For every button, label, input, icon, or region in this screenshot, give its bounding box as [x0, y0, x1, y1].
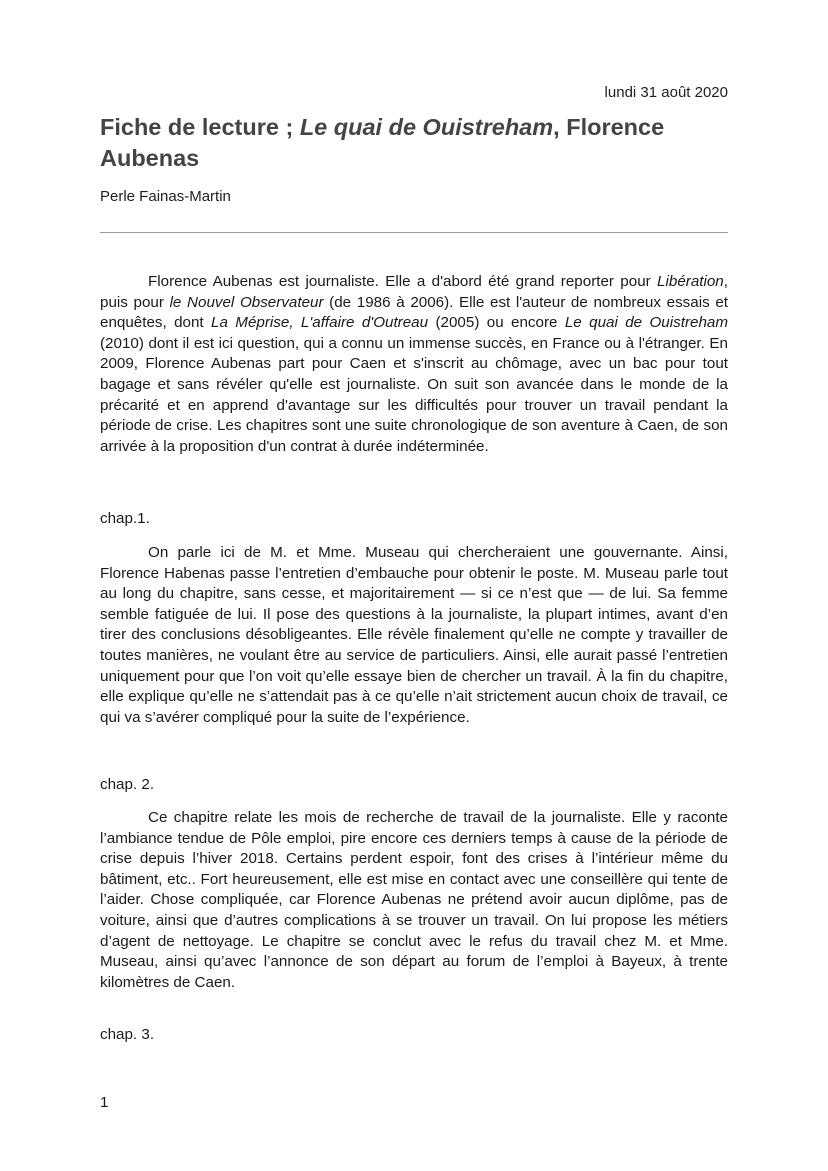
- document-date: lundi 31 août 2020: [604, 84, 728, 101]
- chapter-text: Ce chapitre relate les mois de recherche de travail de la journaliste. Elle y raconte l’ambiance tendue de Pôle emploi, pire encore ces derniers temps à cause de la période de crise depuis l’hiver 2018. Certains perdent espoir, font des crises à l’intérieur même du bâtiment, etc.. Fort heureusement, elle est mise en contact avec une conseillère qui tente de l’aider. Chose compliquée, car Florence Aubenas ne prétend avoir aucun diplôme, pas de voiture, ainsi que d’autres complications à se trouver un travail. On lui propose les métiers d’agent de nettoyage. Le chapitre se conclut avec le refus du travail chez M. et Mme. Museau, ainsi qu’avec l’annonce de son départ au forum de l’emploi à Bayeux, à trente kilomètres de Caen.: [100, 809, 728, 991]
- title-suffix: , Florence Aubenas: [100, 114, 665, 171]
- intro-part: Florence Aubenas est journaliste. Elle a d'abord été grand reporter pour: [148, 273, 658, 290]
- document-author: Perle Fainas-Martin: [100, 188, 231, 205]
- intro-part-italic: La Méprise, L'affaire d'Outreau: [211, 314, 429, 332]
- header-divider: [100, 232, 728, 233]
- book-title: Le quai de Ouistreham: [299, 114, 554, 140]
- chapter-heading: chap. 3.: [100, 1026, 155, 1043]
- intro-part-italic: Libération: [657, 273, 724, 290]
- intro-part: , puis pour: [100, 273, 728, 311]
- chapter-paragraph: [100, 543, 728, 728]
- intro-part: (2005) ou encore: [428, 314, 565, 332]
- intro-part-italic: le Nouvel Observateur: [169, 293, 324, 311]
- chapter-paragraph: [100, 808, 728, 993]
- chapter-text: On parle ici de M. et Mme. Museau qui chercheraient une gouvernante. Ainsi, Florence Habenas passe l’entretien d’embauche pour obtenir le poste. M. Museau parle tout au long du chapitre, sans cesse, et majoritairement — si ce n’est que — de lui. Sa femme semble fatiguée de lui. Il pose des questions à la journaliste, la plupart intimes, avant d’en tirer des conclusions désobligeantes. Elle révèle finalement qu’elle ne compte y travailler de toutes manières, ne voulant être au service de particuliers. Ainsi, elle aurait passé l’entretien uniquement pour que l’on voit qu’elle essaye bien de chercher un travail. À la fin du chapitre, elle explique qu’elle ne s’attendait pas à ce qu’elle n’ait strictement aucun choix de travail, ce qui va s’avérer compliqué pour la suite de l’expérience.: [100, 544, 728, 726]
- intro-paragraph: [100, 272, 728, 457]
- intro-part: (de 1986 à 2006). Elle est l'auteur de nombreux essais et enquêtes, dont: [100, 293, 728, 332]
- chapter-heading: chap. 2.: [100, 776, 155, 793]
- document-title: [100, 112, 740, 174]
- intro-part: (2010) dont il est ici question, qui a connu un immense succès, en France ou à l'étranger. En 2009, Florence Aubenas part pour Caen et s'inscrit au chômage, avec un bac pour tout bagage et sans révéler qu'elle est journaliste. On suit son avancée dans le monde de la précarité et en apprend d'avantage sur les difficultés pour trouver un travail pendant la période de crise. Les chapitres sont une suite chronologique de son aventure à Caen, de son arrivée à la proposition d'un contrat à durée indéterminée.: [100, 334, 728, 455]
- page-number: 1: [100, 1094, 109, 1111]
- title-prefix: Fiche de lecture ;: [100, 114, 300, 140]
- chapter-heading: chap.1.: [100, 510, 150, 527]
- intro-part-italic: Le quai de Ouistreham: [564, 314, 728, 332]
